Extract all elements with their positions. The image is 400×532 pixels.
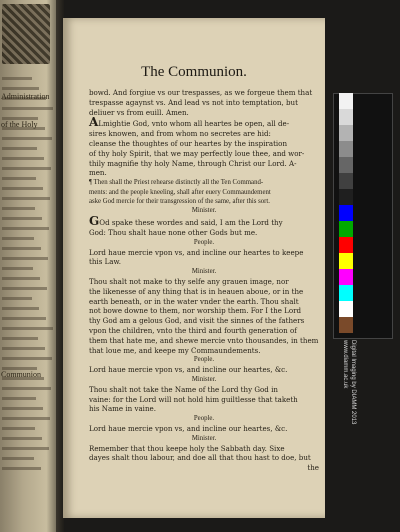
text-line — [89, 89, 319, 98]
line-text: trespasse agaynst vs. And lead vs not into temptation, but — [89, 97, 298, 107]
facing-page-line — [2, 387, 51, 390]
text-line — [89, 454, 319, 463]
drop-capital: A — [89, 115, 99, 130]
color-patch — [339, 253, 353, 269]
facing-page-line — [2, 287, 47, 290]
text-line — [89, 229, 319, 238]
line-text: sires knowen, and from whom no secretes are hid: — [89, 129, 271, 139]
text-line — [89, 140, 319, 149]
text-line — [89, 425, 319, 434]
line-text: Remember that thou keepe holy the Sabbath day. Sixe — [89, 443, 285, 453]
text-line — [89, 288, 319, 297]
line-text: Minister. — [191, 207, 217, 215]
facing-page-edge — [0, 0, 58, 532]
facing-page-line — [2, 187, 43, 190]
color-patch — [339, 221, 353, 237]
speaker-label — [89, 356, 319, 365]
line-text: ¶ Then shall the Priest rehearse distinctly all the Ten Command- — [89, 179, 264, 187]
text-line — [89, 366, 319, 375]
line-text: thily magnifie thy holy Name, through Christ our Lord. A- — [89, 158, 297, 168]
facing-page-line — [2, 417, 50, 420]
text-line — [89, 307, 319, 316]
line-text: cleanse the thoughtes of our heartes by the inspiration — [89, 138, 288, 148]
line-text: dayes shalt thou labour, and doe all that thou hast to doe, but — [89, 453, 311, 463]
color-patch — [339, 173, 353, 189]
line-text: deliuer vs from euill. Amen. — [89, 107, 189, 117]
text-line — [89, 396, 319, 405]
text-line — [89, 317, 319, 326]
page-body-text — [89, 89, 319, 474]
running-title: The Communion. — [141, 64, 247, 80]
woodcut-ornament — [2, 4, 50, 64]
color-patch — [339, 301, 353, 317]
facing-page-line — [2, 217, 42, 220]
facing-page-line — [2, 227, 49, 230]
facing-page-line — [2, 347, 45, 350]
facing-page-line — [2, 457, 34, 460]
line-text: Thou shalt not make to thy selfe any grauen image, nor — [89, 276, 289, 286]
book-page — [63, 18, 325, 518]
line-text: Lord haue mercie vpon vs, and incline our heartes, &c. — [89, 423, 288, 433]
facing-page-fragment-1: Administration — [1, 92, 50, 101]
text-line — [89, 160, 319, 169]
line-text: aske God mercie for their transgression of the same, after this sort. — [89, 197, 271, 205]
text-line — [89, 249, 319, 258]
facing-page-line — [2, 77, 32, 80]
facing-page-line — [2, 277, 40, 280]
text-line — [89, 298, 319, 307]
facing-page-line — [2, 397, 36, 400]
facing-page-line — [2, 197, 50, 200]
facing-page-line — [2, 407, 43, 410]
facing-page-line — [2, 327, 53, 330]
speaker-label — [89, 268, 319, 277]
calibration-label — [287, 340, 357, 425]
text-line — [89, 347, 319, 356]
line-text: Minister. — [191, 434, 217, 442]
facing-page-line — [2, 177, 36, 180]
line-text: this Law. — [89, 257, 122, 267]
line-text: Minister. — [191, 268, 217, 276]
facing-page-line — [2, 167, 51, 170]
speaker-label — [89, 207, 319, 216]
facing-page-line — [2, 237, 34, 240]
text-line — [89, 337, 319, 346]
text-line — [89, 327, 319, 336]
facing-page-line — [2, 247, 41, 250]
facing-page-line — [2, 337, 38, 340]
line-text: Lmightie God, vnto whom all heartes be open, all de- — [98, 119, 290, 129]
facing-page-fragment-3: Communion — [1, 370, 42, 379]
facing-page-line — [2, 297, 32, 300]
line-text: thy God am a gelous God, and visit the sinnes of the fathers — [89, 316, 305, 326]
facing-page-line — [2, 137, 52, 140]
text-line — [89, 214, 319, 229]
color-patch — [339, 317, 353, 333]
color-patch — [339, 237, 353, 253]
line-text: God: Thou shalt haue none other Gods but me. — [89, 227, 258, 237]
line-text: them that hate me, and shewe mercie vnto thousandes, in them — [89, 335, 319, 345]
text-line — [89, 258, 319, 267]
speaker-label — [89, 435, 319, 444]
text-line — [89, 405, 319, 414]
line-text: earth beneath, or in the water vnder the earth. Thou shalt — [89, 296, 299, 306]
line-text: the likenesse of any thing that is in heauen aboue, or in the — [89, 286, 304, 296]
line-text: vpon the children, vnto the third and fourth generation of — [89, 325, 297, 335]
facing-page-line — [2, 107, 53, 110]
text-line — [89, 99, 319, 108]
color-patch — [339, 205, 353, 221]
line-text: Lord haue mercie vpon vs, and incline our heartes, &c. — [89, 365, 288, 375]
speaker-label — [89, 376, 319, 385]
color-patch — [339, 125, 353, 141]
line-text: his Name in vaine. — [89, 404, 156, 414]
facing-page-line — [2, 317, 46, 320]
color-patch — [339, 285, 353, 301]
text-line — [89, 386, 319, 395]
color-patch — [339, 269, 353, 285]
speaker-label — [89, 415, 319, 424]
text-line — [89, 130, 319, 139]
facing-page-line — [2, 467, 41, 470]
facing-page-text-lines — [2, 70, 54, 477]
speaker-label — [89, 239, 319, 248]
facing-page-line — [2, 267, 33, 270]
facing-page-line — [2, 157, 44, 160]
line-text: not bowe downe to them, nor worship them. For I the Lord — [89, 306, 302, 316]
text-line — [89, 445, 319, 454]
rubric-line — [89, 179, 319, 187]
facing-page-fragment-2: of the Holy — [1, 120, 38, 129]
line-text: People. — [193, 356, 215, 364]
facing-page-line — [2, 357, 52, 360]
facing-page-line — [2, 427, 35, 430]
line-text: men. — [89, 168, 107, 178]
facing-page-line — [2, 307, 39, 310]
line-text: People. — [193, 238, 215, 246]
line-text: People. — [193, 415, 215, 423]
line-text: Lord haue mercie vpon vs, and incline our heartes to keepe — [89, 247, 304, 257]
calibration-label-line-2: www.diamm.ac.uk — [342, 340, 348, 389]
line-text: Od spake these wordes and said, I am the Lord thy — [99, 218, 283, 228]
facing-page-line — [2, 87, 39, 90]
rubric-line — [89, 198, 319, 206]
line-text: Minister. — [191, 375, 217, 383]
rubric-line — [89, 189, 319, 197]
facing-page-line — [2, 147, 37, 150]
color-patch — [339, 109, 353, 125]
facing-page-line — [2, 257, 48, 260]
text-line — [89, 109, 319, 118]
line-text: bowd. And forgiue vs our trespasses, as we forgeue them that — [89, 88, 313, 97]
color-patch — [339, 189, 353, 205]
catchword: the — [307, 463, 319, 473]
color-scale — [339, 93, 353, 337]
line-text: that loue me, and keepe my Commaundements. — [89, 345, 261, 355]
color-patch — [339, 93, 353, 109]
color-patch — [339, 157, 353, 173]
text-line — [89, 278, 319, 287]
facing-page-line — [2, 437, 42, 440]
line-text: ments: and the people kneeling, shall after euery Commaundement — [89, 188, 271, 196]
line-text: of thy holy Spirit, that we may perfectly loue thee, and wor- — [89, 148, 305, 158]
line-text: vaine: for the Lord will not hold him guiltlesse that taketh — [89, 394, 298, 404]
drop-capital: G — [89, 214, 100, 229]
line-text: Thou shalt not take the Name of the Lord thy God in — [89, 384, 278, 394]
calibration-label-line-1: Digital Imaging by DIAMM 2013 — [350, 340, 356, 425]
color-patch — [339, 141, 353, 157]
text-line — [89, 115, 319, 130]
facing-page-line — [2, 447, 49, 450]
facing-page-line — [2, 207, 35, 210]
text-line — [89, 150, 319, 159]
text-line — [89, 169, 319, 178]
